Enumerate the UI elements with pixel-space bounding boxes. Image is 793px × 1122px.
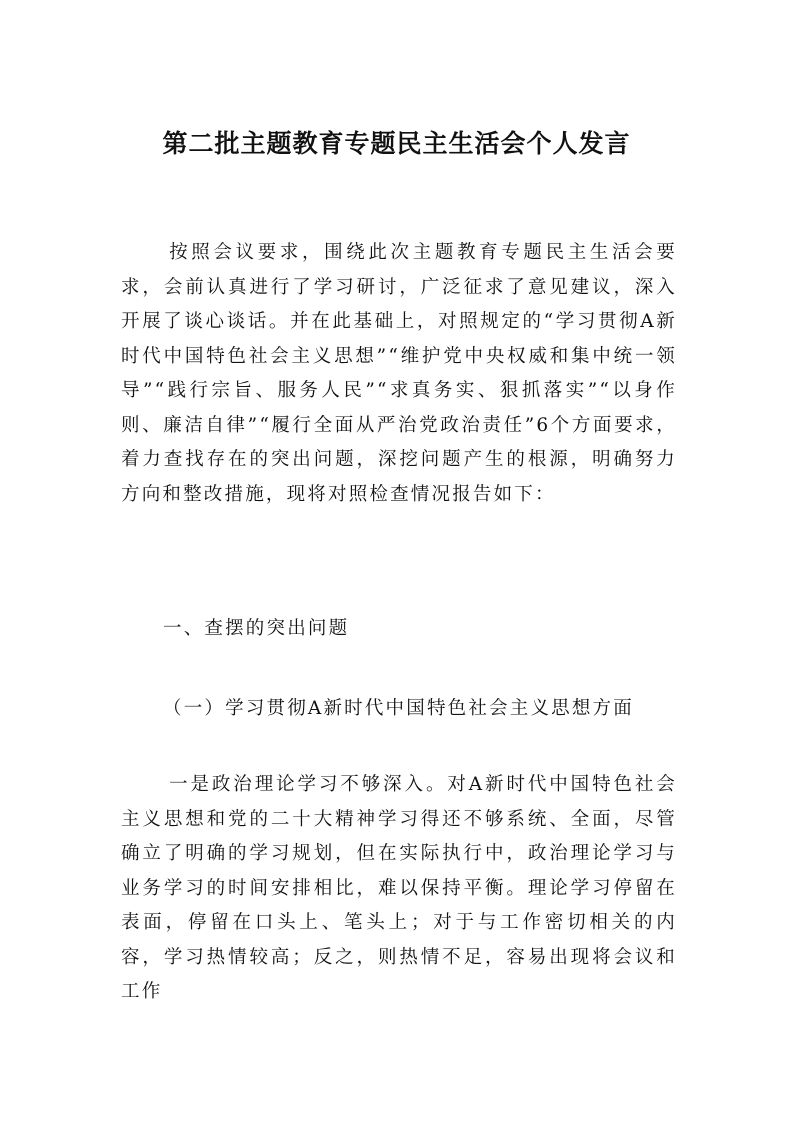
intro-paragraph: 按照会议要求，围绕此次主题教育专题民主生活会要求，会前认真进行了学习研讨，广泛征求了意见建议，深入开展了谈心谈话。并在此基础上，对照规定的“学习贯彻A新时代中国特色社会主义思想”“维护党中央权威和集中统一领导”“践行宗旨、服务人民”“求真务实、狠抓落实”“以身作则、廉洁自律”“履行全面从严治党政治责任”6个方面要求，着力查找存在的突出问题，深挖问题产生的根源，明确努力方向和整改措施，现将对照检查情况报告如下：: [121, 242, 677, 505]
body-paragraph: 一是政治理论学习不够深入。对A新时代中国特色社会主义思想和党的二十大精神学习得还不够系统、全面，尽管确立了明确的学习规划，但在实际执行中，政治理论学习与业务学习的时间安排相比，难以保持平衡。理论学习停留在表面，停留在口头上、笔头上；对于与工作密切相关的内容，学习热情较高；反之，则热情不足，容易出现将会议和工作: [121, 774, 677, 1002]
section-heading: 一、查摆的突出问题: [163, 618, 350, 639]
document-title: 第二批主题教育专题民主生活会个人发言: [162, 129, 631, 158]
subsection-heading: （一）学习贯彻A新时代中国特色社会主义思想方面: [163, 698, 634, 719]
